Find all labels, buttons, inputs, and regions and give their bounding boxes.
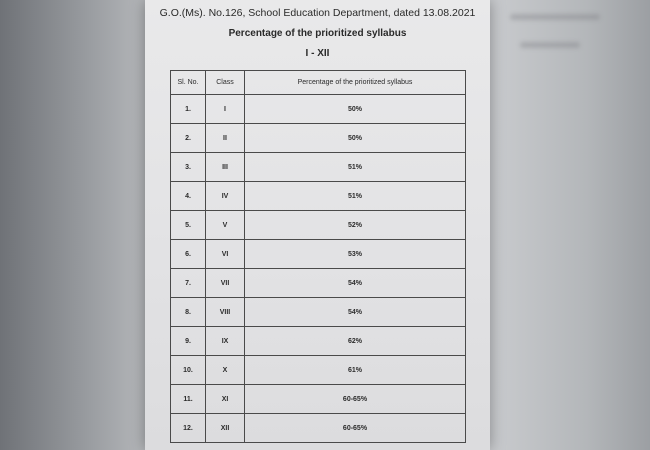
header-percentage: Percentage of the prioritized syllabus [245,71,466,95]
cell-percentage: 62% [245,327,466,356]
cell-class: VI [206,240,245,269]
cell-sl: 10. [171,356,206,385]
cell-sl: 5. [171,211,206,240]
cell-sl: 7. [171,269,206,298]
cell-sl: 2. [171,124,206,153]
cell-class: I [206,95,245,124]
cell-percentage: 54% [245,298,466,327]
cell-class: XII [206,414,245,443]
table-row [171,211,466,240]
document-title: Percentage of the prioritized syllabus [228,28,407,39]
table-row [171,124,466,153]
cell-percentage: 50% [245,95,466,124]
table-row [171,298,466,327]
blurred-text [520,42,580,48]
table-header-row [171,71,466,95]
document-range: I - XII [305,48,330,59]
cell-percentage: 52% [245,211,466,240]
blurred-text [510,14,600,20]
background-right [490,0,650,450]
cell-percentage: 51% [245,182,466,211]
cell-sl: 9. [171,327,206,356]
cell-percentage: 60-65% [245,385,466,414]
cell-sl: 4. [171,182,206,211]
cell-class: VII [206,269,245,298]
cell-sl: 3. [171,153,206,182]
cell-class: IX [206,327,245,356]
table-row [171,414,466,443]
cell-percentage: 61% [245,356,466,385]
background-left [0,0,150,450]
table-row [171,240,466,269]
cell-percentage: 60-65% [245,414,466,443]
table-row [171,356,466,385]
cell-percentage: 50% [245,124,466,153]
cell-sl: 12. [171,414,206,443]
cell-class: V [206,211,245,240]
cell-class: II [206,124,245,153]
table-row [171,153,466,182]
cell-percentage: 53% [245,240,466,269]
cell-class: IV [206,182,245,211]
cell-sl: 11. [171,385,206,414]
cell-percentage: 51% [245,153,466,182]
cell-class: III [206,153,245,182]
syllabus-table [170,70,466,443]
cell-sl: 1. [171,95,206,124]
cell-percentage: 54% [245,269,466,298]
table-row [171,182,466,211]
table-row [171,95,466,124]
table-row [171,385,466,414]
table-row [171,327,466,356]
table-row [171,269,466,298]
header-class: Class [206,71,245,95]
header-sl-no: Sl. No. [171,71,206,95]
cell-class: VIII [206,298,245,327]
cell-sl: 8. [171,298,206,327]
cell-class: X [206,356,245,385]
cell-sl: 6. [171,240,206,269]
document-header-line: G.O.(Ms). No.126, School Education Department, dated 13.08.2021 [159,7,476,19]
document-page [145,0,490,450]
cell-class: XI [206,385,245,414]
